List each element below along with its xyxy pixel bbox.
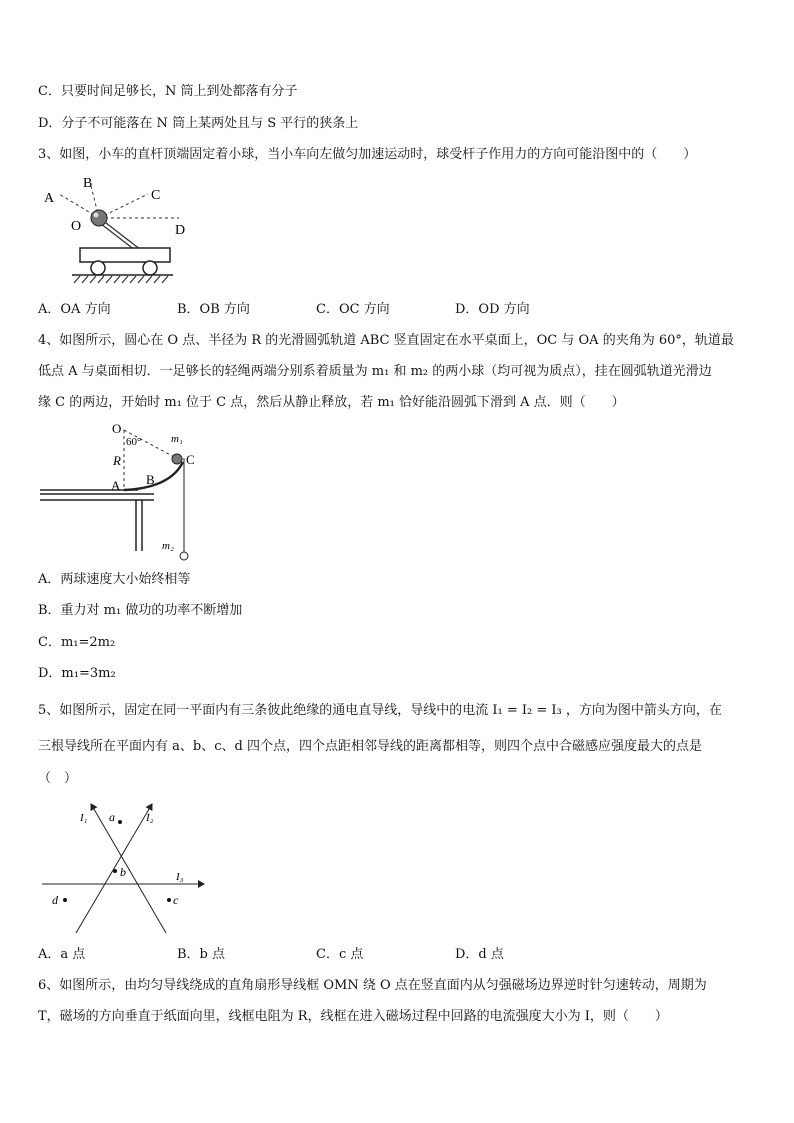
- q4-option-a: A．两球速度大小始终相等: [38, 572, 191, 587]
- q4-label-b: B: [146, 472, 155, 487]
- q5-option-b: B．b 点: [177, 947, 226, 962]
- option-d-text: D．分子不可能落在 N 筒上某两处且与 S 平行的狭条上: [38, 116, 359, 131]
- q4-label-c: C: [186, 452, 195, 467]
- q4-stem-line3: 缘 C 的两边，开始时 m₁ 位于 C 点，然后从静止释放，若 m₁ 恰好能沿圆弧下滑到 A 点．则（ ）: [38, 395, 625, 410]
- q3-option-d: D．OD 方向: [455, 302, 530, 317]
- q4-stem-line1: 4、如图所示，圆心在 O 点、半径为 R 的光滑圆弧轨道 ABC 竖直固定在水平桌面上，OC 与 OA 的夹角为 60°，轨道最: [38, 333, 734, 348]
- q4-label-angle: 60°: [126, 436, 142, 448]
- q5-label-a: a: [109, 810, 115, 824]
- q4-option-d: D．m₁=3m₂: [38, 666, 116, 681]
- q6-stem-line2: T，磁场的方向垂直于纸面向里，线框电阻为 R，线框在进入磁场过程中回路的电流强度大小为 I，则（ ）: [38, 1009, 668, 1024]
- q4-label-m1: m₁: [171, 433, 183, 445]
- q5-stem-line2: 三根导线所在平面内有 a、b、c、d 四个点，四个点距相邻导线的距离都相等，则四个点中合磁感应强度最大的点是: [38, 739, 702, 754]
- q5-option-c: C．c 点: [316, 947, 364, 962]
- q4-figure: [38, 418, 208, 558]
- q3-option-c: C．OC 方向: [316, 302, 390, 317]
- option-c-text: C．只要时间足够长，N 筒上到处都落有分子: [38, 84, 298, 99]
- q4-label-r: R: [113, 453, 121, 468]
- q5-label-c: c: [173, 893, 179, 907]
- q4-label-a: A: [111, 478, 121, 493]
- q3-label-d: D: [175, 223, 186, 238]
- q5-label-i1: I₁: [80, 812, 88, 824]
- q4-label-m2: m₂: [162, 540, 174, 552]
- q6-stem-line1: 6、如图所示，由均匀导线绕成的直角扇形导线框 OMN 绕 O 点在竖直面内从匀强磁场边界逆时针匀速转动，周期为: [38, 978, 707, 993]
- q5-label-i2: I₂: [146, 812, 154, 824]
- q3-stem: 3、如图，小车的直杆顶端固定着小球，当小车向左做匀加速运动时，球受杆子作用力的方向可能沿图中的（ ）: [38, 147, 697, 162]
- q3-figure: [38, 172, 198, 287]
- q5-label-i3: I₃: [176, 871, 184, 883]
- q5-option-a: A．a 点: [38, 947, 86, 962]
- q3-label-a: A: [44, 191, 55, 206]
- q5-stem-line1: 5、如图所示，固定在同一平面内有三条彼此绝缘的通电直导线，导线中的电流 I₁ = I₂ = I₃ ，方向为图中箭头方向，在: [38, 703, 722, 718]
- q5-label-b: b: [120, 865, 126, 879]
- q5-label-d: d: [52, 893, 58, 907]
- q4-option-b: B．重力对 m₁ 做功的功率不断增加: [38, 603, 243, 618]
- q5-figure: [38, 796, 218, 936]
- q5-stem-line3: （ ）: [38, 771, 78, 786]
- q3-option-a: A．OA 方向: [38, 302, 111, 317]
- q3-label-b: B: [83, 176, 93, 191]
- q4-label-o: O: [112, 421, 122, 436]
- q5-options: [38, 945, 594, 965]
- q4-option-c: C．m₁=2m₂: [38, 635, 116, 650]
- q3-label-c: C: [151, 188, 161, 203]
- q3-option-b: B．OB 方向: [177, 302, 250, 317]
- q4-stem-line2: 低点 A 与桌面相切．一足够长的轻绳两端分别系着质量为 m₁ 和 m₂ 的两小球（均可视为质点），挂在圆弧轨道光滑边: [38, 364, 712, 379]
- q3-label-o: O: [71, 219, 82, 234]
- q5-option-d: D．d 点: [455, 947, 504, 962]
- q3-options: [38, 300, 594, 320]
